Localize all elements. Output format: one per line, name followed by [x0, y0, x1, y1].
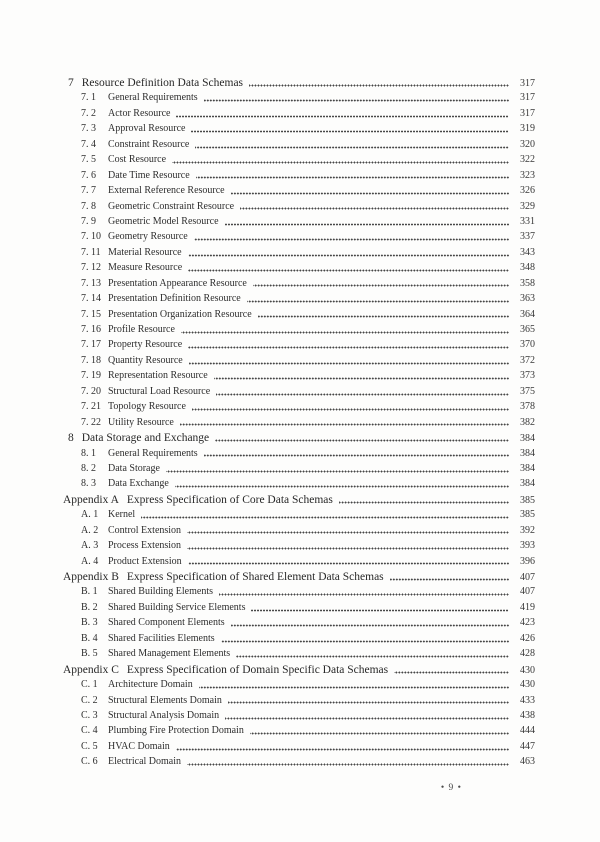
toc-entry-number: 7. 1: [81, 92, 96, 104]
toc-entry: [63, 278, 535, 293]
dot-leader: [187, 759, 509, 769]
toc-entry-number: 7. 14: [81, 293, 101, 305]
dot-leader: [176, 744, 509, 754]
toc-entry-number: 7. 22: [81, 416, 101, 428]
dot-leader: [394, 666, 509, 678]
toc-entry: [63, 602, 535, 617]
toc-entry-number: C. 3: [81, 709, 98, 721]
toc-entry-number: A. 1: [81, 509, 99, 521]
toc-entry-number: 7. 21: [81, 401, 101, 413]
dot-leader: [231, 188, 509, 198]
toc-entry-page: 337: [520, 231, 535, 243]
toc-entry-page: 317: [520, 78, 535, 89]
toc-entry-title: Date Time Resource: [108, 169, 190, 181]
toc-entry-title: Data Storage: [108, 462, 160, 474]
toc-entry-page: 384: [520, 478, 535, 490]
toc-entry: [63, 417, 535, 432]
toc-entry-number: 8. 2: [81, 462, 96, 474]
toc-entry-number: 7. 3: [81, 123, 96, 135]
dot-leader: [176, 111, 509, 121]
toc-entry-page: 385: [520, 494, 535, 506]
toc-entry: [63, 386, 535, 401]
dot-leader: [196, 172, 509, 182]
toc-entry-title: Shared Component Elements: [108, 617, 225, 629]
toc-entry-page: 378: [520, 401, 535, 413]
toc-entry-page: 396: [520, 555, 535, 567]
dot-leader: [221, 635, 509, 645]
toc-entry-title: Shared Building Service Elements: [108, 601, 246, 613]
toc-entry-page: 373: [520, 370, 535, 382]
toc-list: [63, 77, 535, 772]
toc-entry: [63, 108, 535, 123]
toc-entry-title: Electrical Domain: [108, 756, 182, 768]
toc-entry-page: 358: [520, 277, 535, 289]
toc-entry-title: Presentation Organization Resource: [108, 308, 252, 320]
toc-entry-number: 8. 3: [81, 478, 96, 490]
dot-leader: [219, 589, 509, 599]
toc-entry: [63, 77, 535, 92]
toc-entry-page: 384: [520, 447, 535, 459]
dot-leader: [188, 342, 509, 352]
toc-entry: [63, 185, 535, 200]
toc-entry-page: 430: [520, 679, 535, 691]
dot-leader: [236, 651, 509, 661]
toc-entry-number: B. 1: [81, 586, 98, 598]
dot-leader: [204, 95, 509, 105]
toc-entry-page: 463: [520, 756, 535, 768]
dot-leader: [141, 512, 509, 522]
toc-entry-title: Process Extension: [108, 540, 182, 552]
dot-leader: [249, 79, 509, 91]
toc-entry-number: Appendix B: [63, 571, 119, 583]
toc-entry: [63, 139, 535, 154]
toc-entry: [63, 725, 535, 740]
toc-entry: [63, 123, 535, 138]
toc-entry-title: Presentation Definition Resource: [108, 293, 241, 305]
toc-entry-title: Geometry Resource: [108, 231, 188, 243]
page-number-footer: • 9 •: [440, 783, 461, 793]
toc-entry-title: Structural Analysis Domain: [108, 709, 220, 721]
toc-entry-title: Shared Management Elements: [108, 648, 231, 660]
toc-entry-page: 407: [520, 586, 535, 598]
toc-entry-page: 392: [520, 524, 535, 536]
toc-entry-title: Geometric Model Resource: [108, 215, 219, 227]
toc-entry-title: Actor Resource: [108, 107, 171, 119]
toc-entry-number: B. 4: [81, 632, 98, 644]
toc-entry-page: 423: [520, 617, 535, 629]
toc-entry: [63, 695, 535, 710]
toc-entry-page: 375: [520, 385, 535, 397]
toc-entry-title: HVAC Domain: [108, 740, 170, 752]
toc-entry: [63, 648, 535, 663]
toc-entry-number: Appendix C: [63, 663, 119, 676]
toc-entry-title: Cost Resource: [108, 154, 167, 166]
toc-entry-page: 320: [520, 138, 535, 150]
toc-entry-title: Quantity Resource: [108, 354, 183, 366]
toc-entry: [63, 201, 535, 216]
toc-entry-number: 7. 13: [81, 277, 101, 289]
toc-entry-page: 363: [520, 293, 535, 305]
toc-entry: [63, 92, 535, 107]
toc-entry-page: 365: [520, 324, 535, 335]
toc-entry-title: Measure Resource: [108, 262, 183, 274]
toc-entry: [63, 540, 535, 555]
toc-entry-page: 384: [520, 433, 535, 445]
toc-entry: [63, 586, 535, 601]
toc-entry-number: C. 6: [81, 756, 98, 768]
toc-entry-number: 7. 19: [81, 370, 101, 382]
dot-leader: [189, 358, 509, 368]
toc-entry: [63, 355, 535, 370]
dot-leader: [166, 466, 509, 476]
toc-entry: [63, 293, 535, 308]
toc-entry-page: 323: [520, 169, 535, 181]
toc-entry-number: 7. 18: [81, 354, 101, 366]
toc-entry: [63, 339, 535, 354]
toc-entry-number: 7. 9: [81, 215, 96, 227]
dot-leader: [194, 234, 509, 244]
toc-entry-page: 348: [520, 262, 535, 274]
toc-entry-title: Express Specification of Shared Element Data Schemas: [126, 571, 384, 583]
toc-entry: [63, 216, 535, 231]
toc-entry-number: C. 4: [81, 725, 98, 737]
toc-entry-number: 7. 12: [81, 262, 101, 274]
dot-leader: [247, 296, 509, 306]
toc-entry: [63, 324, 535, 339]
toc-entry-title: Structural Elements Domain: [108, 694, 222, 706]
dot-leader: [228, 697, 509, 707]
dot-leader: [187, 543, 509, 553]
dot-leader: [188, 558, 509, 568]
toc-entry-title: Presentation Appearance Resource: [108, 277, 247, 289]
toc-entry-title: Profile Resource: [108, 324, 175, 335]
toc-entry: [63, 617, 535, 632]
toc-entry: [63, 170, 535, 185]
toc-entry-title: Representation Resource: [108, 370, 208, 382]
toc-entry-title: Control Extension: [108, 524, 182, 536]
toc-entry-page: 370: [520, 339, 535, 351]
toc-entry-number: C. 2: [81, 694, 98, 706]
toc-entry-page: 382: [520, 416, 535, 428]
toc-entry: [63, 741, 535, 756]
toc-entry-page: 393: [520, 540, 535, 552]
toc-entry: [63, 478, 535, 493]
dot-leader: [215, 434, 509, 446]
toc-entry-title: General Requirements: [108, 447, 198, 459]
dot-leader: [339, 496, 509, 508]
toc-entry-title: Approval Resource: [108, 123, 186, 135]
toc-entry-number: A. 4: [81, 555, 99, 567]
toc-entry-number: A. 3: [81, 540, 99, 552]
toc-entry: [63, 401, 535, 416]
toc-entry-title: Structural Load Resource: [108, 385, 211, 397]
toc-entry-number: B. 3: [81, 617, 98, 629]
toc-entry-number: 7. 8: [81, 200, 96, 212]
toc-entry-title: Property Resource: [108, 339, 183, 351]
toc-entry-page: 343: [520, 246, 535, 258]
toc-entry-title: Product Extension: [108, 555, 182, 567]
toc-entry: [63, 309, 535, 324]
dot-leader: [187, 527, 509, 537]
dot-leader: [172, 157, 509, 167]
toc-entry-number: 7. 10: [81, 231, 101, 243]
toc-entry-number: 7. 7: [81, 185, 96, 197]
dot-leader: [191, 126, 509, 136]
toc-entry-number: Appendix A: [63, 493, 119, 506]
toc-entry: [63, 509, 535, 524]
toc-entry-number: B. 2: [81, 601, 98, 613]
dot-leader: [216, 388, 509, 398]
toc-entry: [63, 463, 535, 478]
toc-entry-title: Geometric Constraint Resource: [108, 200, 235, 212]
dot-leader: [188, 250, 509, 260]
toc-entry: [63, 494, 535, 509]
toc-entry-number: C. 5: [81, 740, 98, 752]
toc-entry-title: Architecture Domain: [108, 679, 193, 691]
toc-entry-title: Shared Building Elements: [108, 586, 213, 598]
toc-entry-page: 419: [520, 601, 535, 613]
dot-leader: [258, 311, 509, 321]
dot-leader: [192, 404, 509, 414]
dot-leader: [225, 713, 509, 723]
toc-entry-title: Express Specification of Core Data Schemas: [126, 493, 333, 506]
toc-entry-page: 433: [520, 694, 535, 706]
toc-entry-page: 430: [520, 664, 535, 676]
dot-leader: [199, 682, 509, 692]
toc-entry-title: Kernel: [108, 509, 136, 521]
toc-entry-page: 331: [520, 215, 535, 227]
toc-entry: [63, 633, 535, 648]
toc-entry: [63, 525, 535, 540]
dot-leader: [225, 219, 509, 229]
toc-entry-title: General Requirements: [108, 92, 198, 104]
toc-entry: [63, 679, 535, 694]
toc-entry: [63, 664, 535, 679]
toc-entry-title: Topology Resource: [108, 401, 186, 413]
toc-entry: [63, 247, 535, 262]
toc-entry-page: 426: [520, 632, 535, 644]
dot-leader: [250, 728, 509, 738]
toc-entry-page: 326: [520, 185, 535, 197]
toc-entry-number: 8: [68, 432, 74, 445]
toc-entry-title: Material Resource: [108, 246, 182, 258]
toc-entry-page: 384: [520, 462, 535, 474]
dot-leader: [180, 419, 509, 429]
dot-leader: [188, 265, 509, 275]
toc-entry-number: 7. 16: [81, 324, 101, 335]
dot-leader: [251, 605, 509, 615]
toc-entry-number: B. 5: [81, 648, 98, 660]
toc-entry-title: Constraint Resource: [108, 138, 190, 150]
toc-entry-page: 428: [520, 648, 535, 660]
dot-leader: [240, 203, 509, 213]
toc-entry-number: A. 2: [81, 524, 99, 536]
dot-leader: [181, 327, 509, 337]
toc-entry-number: 7. 20: [81, 385, 101, 397]
toc-entry-title: Plumbing Fire Protection Domain: [108, 725, 244, 737]
toc-entry-page: 317: [520, 92, 535, 104]
toc-entry-number: C. 1: [81, 679, 98, 691]
toc-entry-page: 364: [520, 308, 535, 320]
toc-entry-number: 7. 15: [81, 308, 101, 320]
toc-entry-page: 372: [520, 354, 535, 366]
toc-entry-page: 385: [520, 509, 535, 521]
toc-entry: [63, 556, 535, 571]
toc-entry-page: 407: [520, 572, 535, 583]
dot-leader: [390, 573, 509, 585]
toc-entry: [63, 710, 535, 725]
toc-entry-number: 7. 5: [81, 154, 96, 166]
toc-entry-number: 7. 6: [81, 169, 96, 181]
toc-entry-title: Data Exchange: [108, 478, 169, 490]
toc-entry-page: 447: [520, 740, 535, 752]
toc-entry-page: 444: [520, 725, 535, 737]
dot-leader: [214, 373, 509, 383]
toc-entry-title: Utility Resource: [108, 416, 174, 428]
toc-entry-number: 7. 17: [81, 339, 101, 351]
toc-entry-title: External Reference Resource: [108, 185, 225, 197]
dot-leader: [204, 450, 509, 460]
toc-entry: [63, 756, 535, 771]
toc-entry: [63, 571, 535, 586]
toc-entry-number: 7. 11: [81, 246, 101, 258]
toc-entry: [63, 262, 535, 277]
toc-entry-number: 8. 1: [81, 447, 96, 459]
toc-entry-page: 322: [520, 154, 535, 166]
toc-entry-title: Shared Facilities Elements: [108, 632, 215, 644]
toc-entry-page: 329: [520, 200, 535, 212]
toc-entry: [63, 432, 535, 447]
toc-entry-title: Express Specification of Domain Specific Data Schemas: [126, 663, 389, 676]
dot-leader: [231, 620, 509, 630]
toc-entry-number: 7. 2: [81, 107, 96, 119]
dot-leader: [253, 280, 509, 290]
toc-entry-page: 438: [520, 709, 535, 721]
toc-entry-number: 7: [68, 77, 74, 89]
toc-entry: [63, 448, 535, 463]
toc-entry-number: 7. 4: [81, 138, 96, 150]
toc-entry-title: Resource Definition Data Schemas: [81, 77, 244, 89]
toc-entry: [63, 370, 535, 385]
toc-entry-page: 317: [520, 107, 535, 119]
toc-entry-title: Data Storage and Exchange: [81, 432, 210, 445]
toc-entry: [63, 154, 535, 169]
dot-leader: [195, 141, 509, 151]
dot-leader: [175, 481, 509, 491]
toc-entry-page: 319: [520, 123, 535, 135]
toc-entry: [63, 231, 535, 246]
